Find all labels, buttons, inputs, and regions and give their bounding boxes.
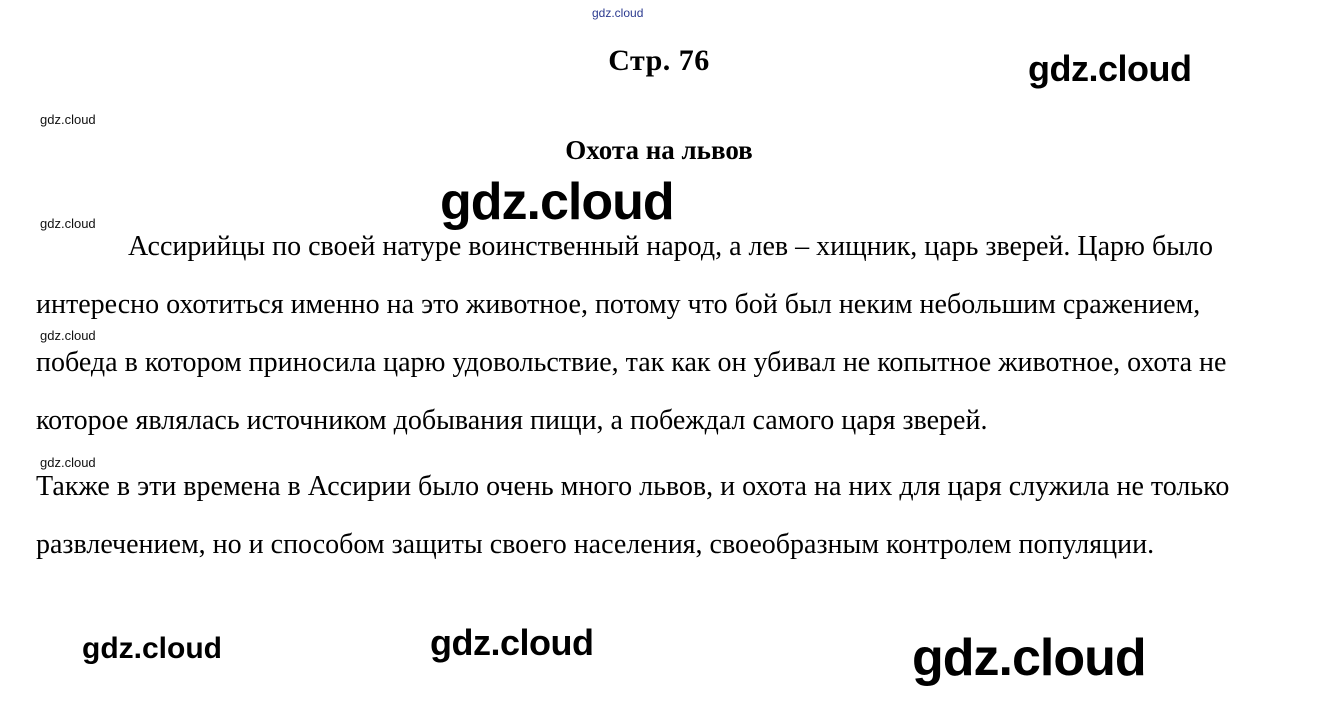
watermark-left-fourth: gdz.cloud	[40, 455, 96, 470]
watermark-bottom-center: gdz.cloud	[430, 622, 594, 663]
watermark-left-upper: gdz.cloud	[40, 112, 96, 127]
watermark-bottom-right: gdz.cloud	[912, 629, 1146, 687]
paragraph-1: Ассирийцы по своей натуре воинственный народ, а лев – хищник, царь зверей. Царю было интересно охотиться именно на это животное, потому что бой был неким небольшим сражением, победа в котором приносила царю удовольствие, так как он убивал не копытное животное, охота не которое являлась источником добывания пищи, а побеждал самого царя зверей.	[36, 231, 1227, 436]
watermark-left-second: gdz.cloud	[40, 216, 96, 231]
page-number: Стр. 76	[608, 44, 710, 77]
paragraph-2: Также в эти времена в Ассирии было очень много львов, и охота на них для царя служила не только развлечением, но и способом защиты своего населения, своеобразным контролем популяции.	[36, 471, 1230, 560]
watermark-left-third: gdz.cloud	[40, 328, 96, 343]
watermark-bottom-left: gdz.cloud	[82, 632, 222, 665]
page-title: Охота на львов	[565, 135, 753, 165]
watermark-center: gdz.cloud	[440, 173, 674, 231]
watermark-top-right: gdz.cloud	[1028, 48, 1192, 89]
document-body	[36, 218, 1276, 574]
watermark-top-center: gdz.cloud	[592, 6, 644, 20]
